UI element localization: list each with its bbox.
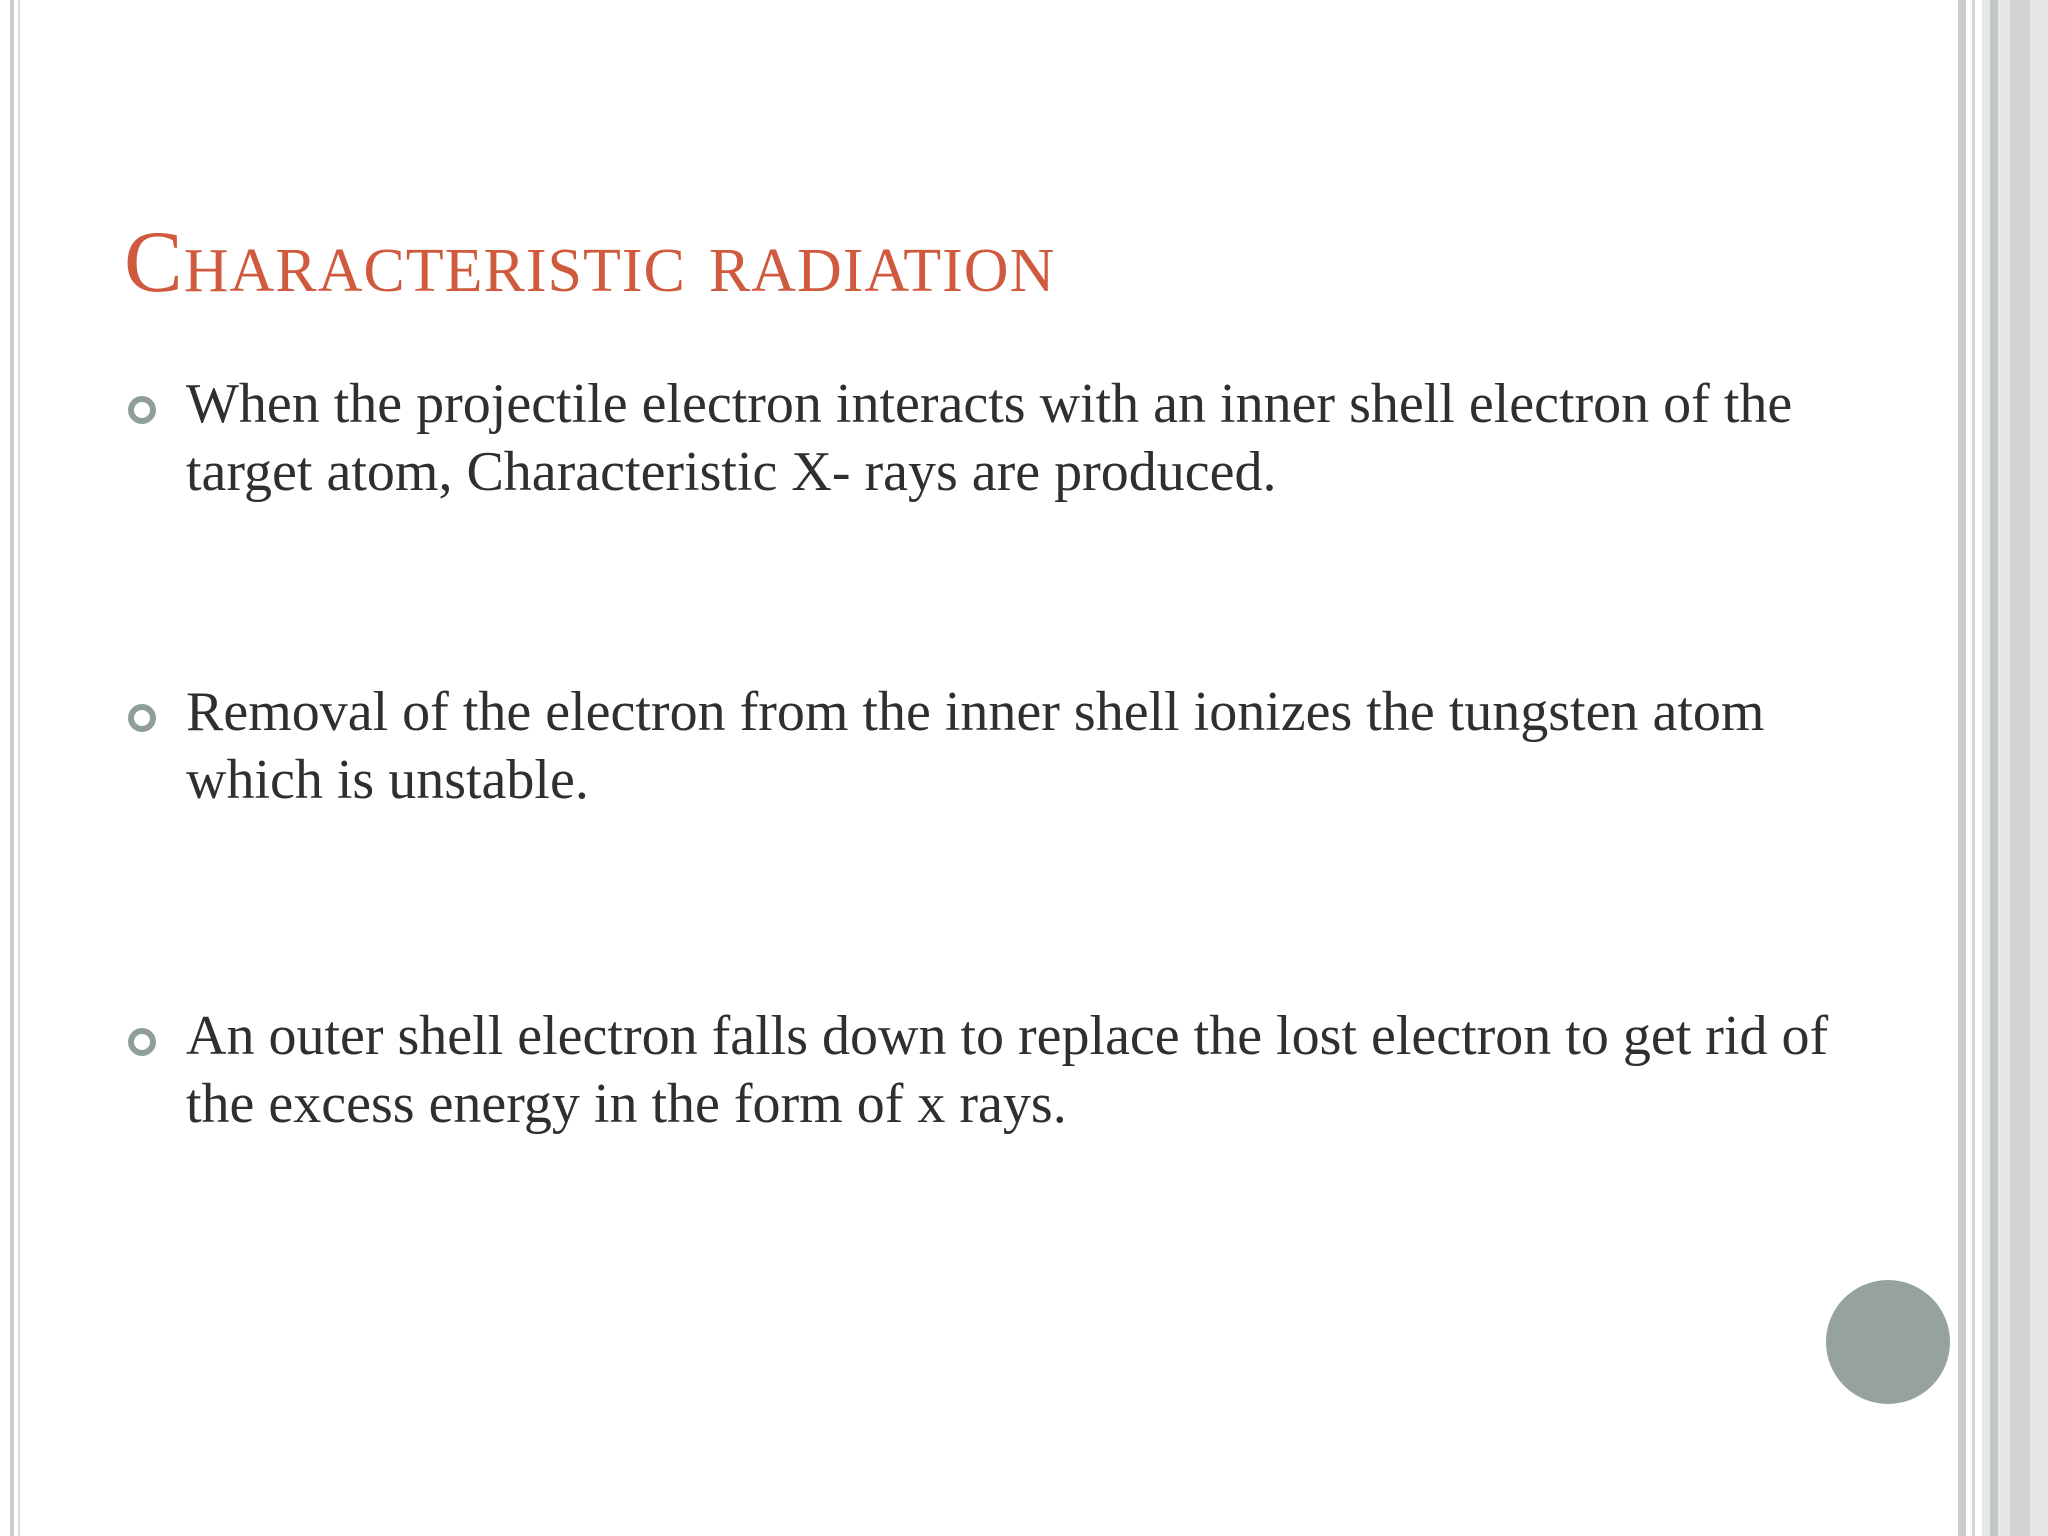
slide-title: Characteristic radiation bbox=[124, 214, 1056, 311]
bullet-text: An outer shell electron falls down to replace the lost electron to get rid of the excess energy in the form of x rays. bbox=[186, 1005, 1829, 1135]
bullet-circle-icon bbox=[128, 704, 156, 732]
bullet-text: When the projectile electron interacts with an inner shell electron of the target atom, Characteristic X- rays are produced. bbox=[186, 373, 1793, 503]
right-border-line-thin bbox=[1972, 0, 1975, 1536]
bullet-circle-icon bbox=[128, 396, 156, 424]
right-band-stripe bbox=[1990, 0, 1998, 1536]
bullet-item bbox=[124, 1002, 1886, 1138]
bullet-item bbox=[124, 678, 1886, 814]
left-border-line bbox=[10, 0, 14, 1536]
right-band-stripe-wide bbox=[2010, 0, 2030, 1536]
right-border-line bbox=[1958, 0, 1966, 1536]
left-border-line-thin bbox=[18, 0, 20, 1536]
bullet-item bbox=[124, 370, 1886, 506]
corner-circle-decoration-icon bbox=[1826, 1280, 1950, 1404]
bullet-circle-icon bbox=[128, 1028, 156, 1056]
bullet-text: Removal of the electron from the inner shell ionizes the tungsten atom which is unstable. bbox=[186, 681, 1765, 811]
